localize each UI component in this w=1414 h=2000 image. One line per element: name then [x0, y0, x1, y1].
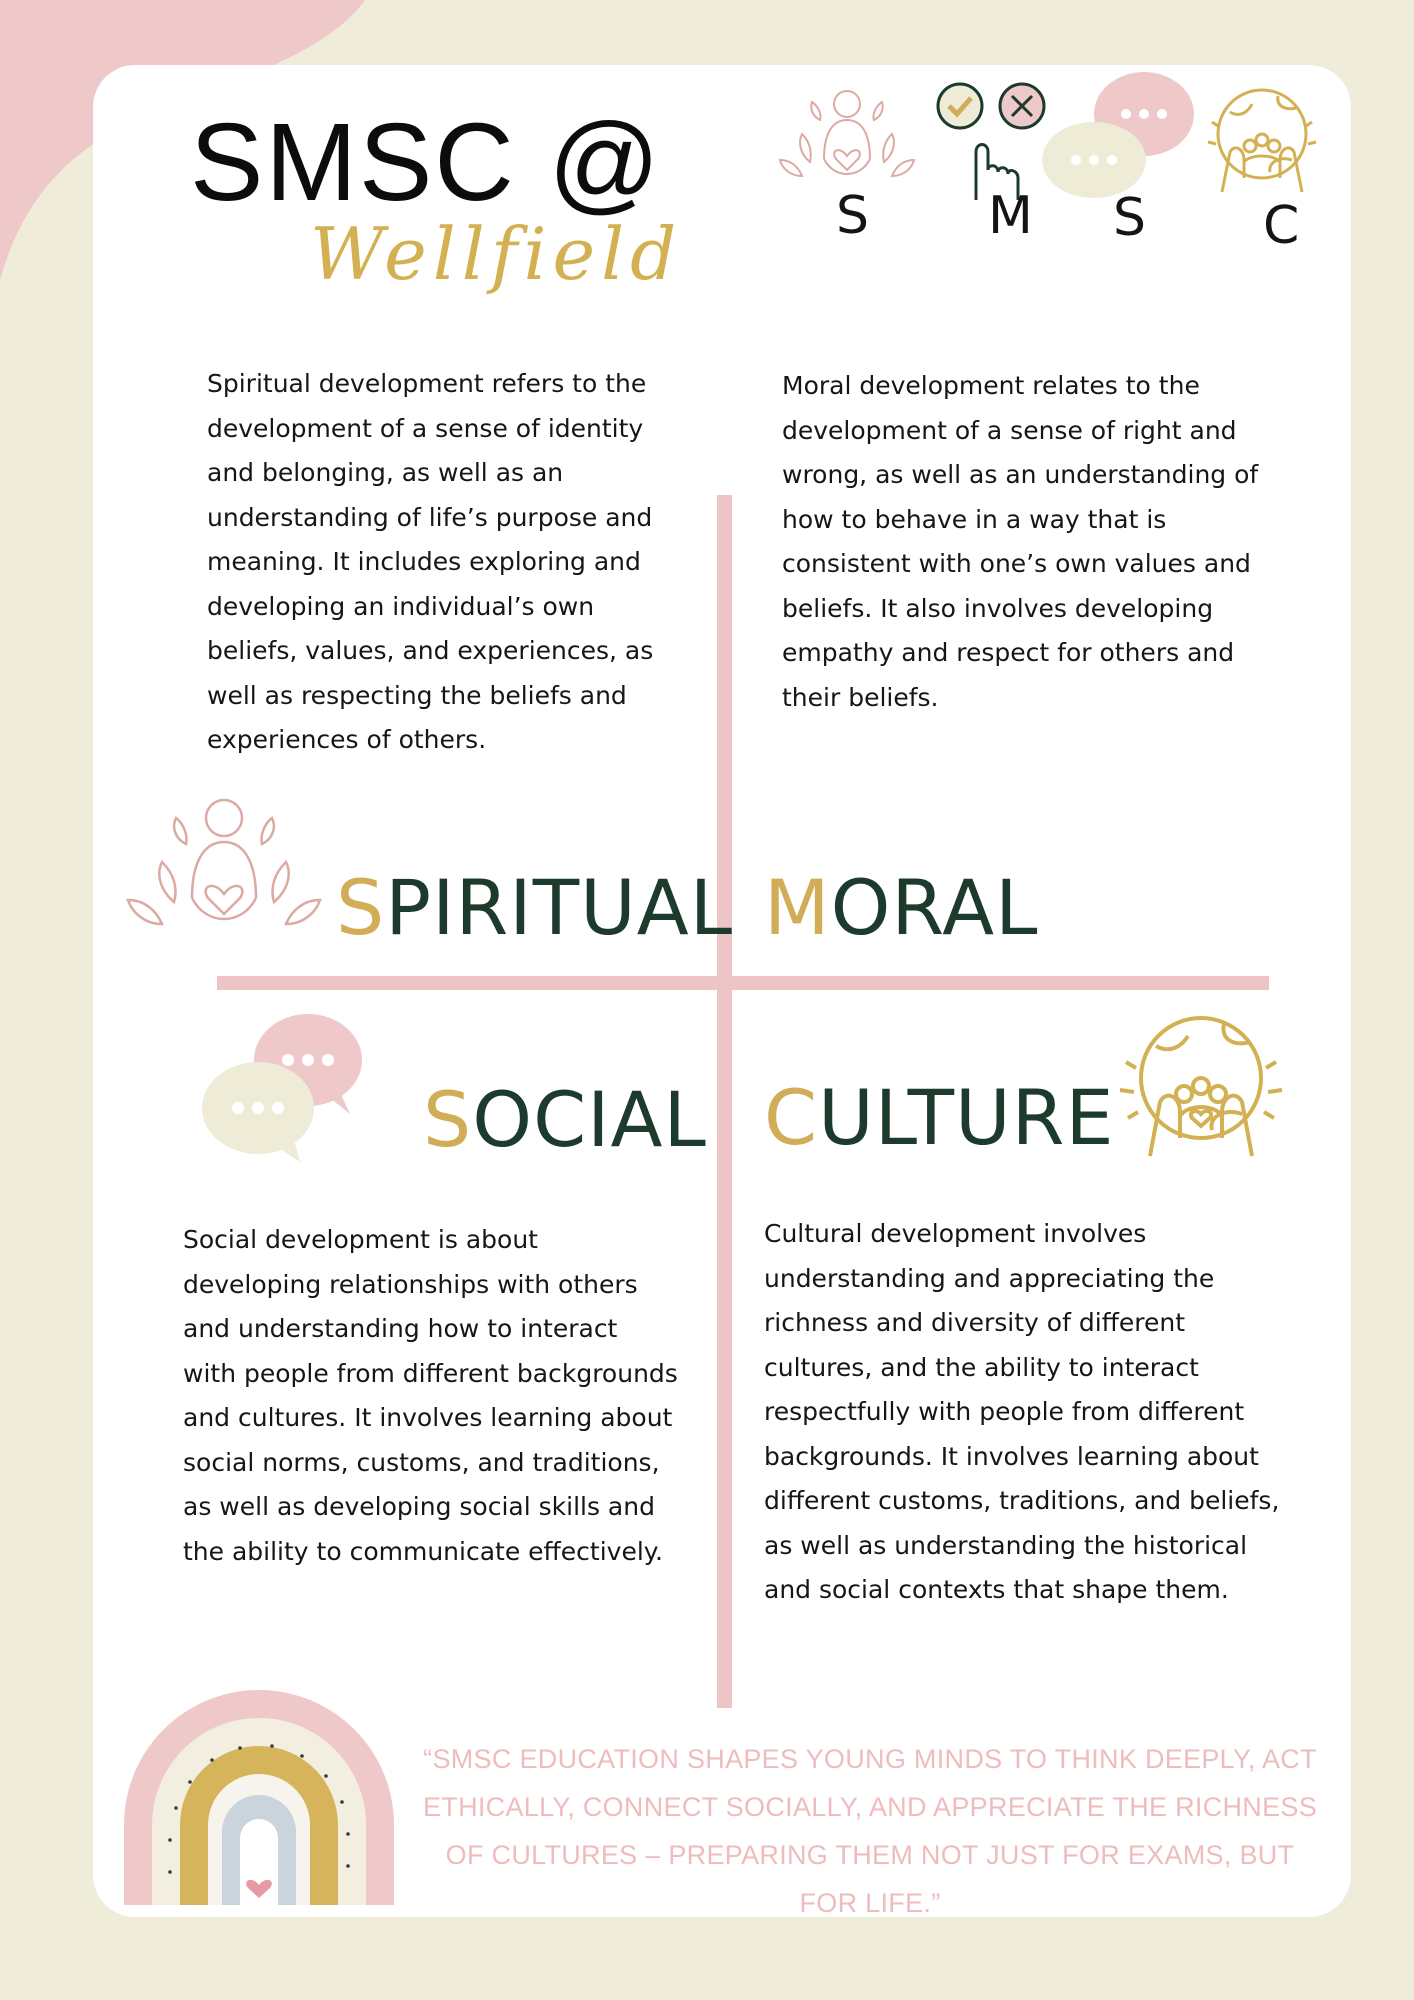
- meditation-heart-icon: [122, 790, 327, 950]
- page-title: SMSC @: [190, 101, 663, 224]
- letter-m-moral: M: [988, 186, 1033, 246]
- moral-description: Moral development relates to the development of a sense of right and wrong, as well as an understanding of how to behave in a way that is consistent with one’s own values and beliefs. It also involves developing empathy and respect for others and their beliefs.: [782, 371, 1259, 712]
- culture-description: Cultural development involves understanding and appreciating the richness and diversity of different cultures, and the ability to interact respectfully with people from different backgrounds. It involves learning about different customs, traditions, and beliefs, as well as understanding the historical and social contexts that shape them.: [764, 1219, 1280, 1604]
- social-description: Social development is about developing relationships with others and understanding how to interact with people from different backgrounds and cultures. It involves learning about social norms, customs, and traditions, as well as developing social skills and the ability to communicate effectively.: [183, 1225, 678, 1566]
- letter-c-culture: C: [1263, 196, 1300, 256]
- letter-s-social: S: [1113, 188, 1147, 248]
- speech-bubbles-icon: [1036, 68, 1196, 198]
- spiritual-description: Spiritual development refers to the development of a sense of identity and belonging, as well as an understanding of life’s purpose and meaning. It includes exploring and developing an individual’s own beliefs, values, and experiences, as well as respecting the beliefs and experiences of others.: [207, 369, 654, 754]
- speech-bubbles-icon: [200, 1012, 365, 1167]
- meditation-heart-icon: [772, 84, 922, 199]
- vertical-divider: [717, 495, 732, 1708]
- globe-hands-icon: [1116, 1006, 1286, 1176]
- letter-s-spiritual: S: [836, 186, 870, 246]
- horizontal-divider: [217, 976, 1269, 990]
- moral-heading: MORAL: [764, 863, 1039, 952]
- school-name: Wellfield: [310, 212, 683, 296]
- quote-text: “SMSC EDUCATION SHAPES YOUNG MINDS TO THINK DEEPLY, ACT ETHICALLY, CONNECT SOCIALLY, AND APPRECIATE THE RICHNESS OF CULTURES – PREPARING THEM NOT JUST FOR EXAMS, BUT FOR LIFE.”: [422, 1744, 1318, 1918]
- spiritual-heading: SPIRITUAL: [336, 863, 734, 952]
- globe-hands-icon: [1200, 82, 1325, 207]
- rainbow-icon: [124, 1690, 394, 1905]
- social-heading: SOCIAL: [423, 1075, 707, 1164]
- culture-heading: CULTURE: [764, 1073, 1115, 1162]
